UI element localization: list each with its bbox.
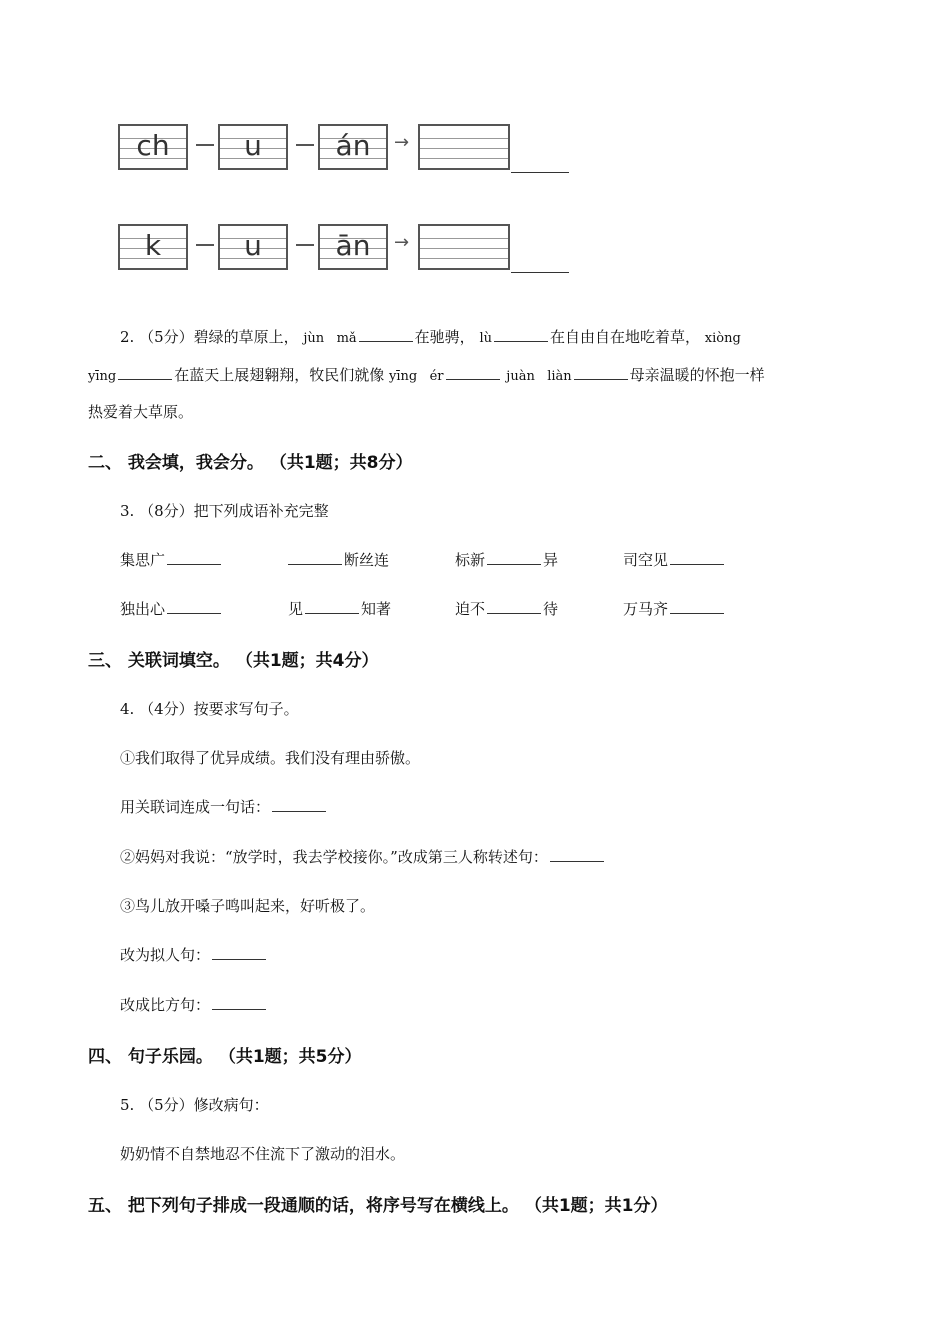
idiom-1: 集思广 [120,549,223,570]
answer-blank[interactable] [511,172,569,173]
answer-blank[interactable] [487,563,541,565]
q4-item-3: ③鸟儿放开嗓子鸣叫起来，好听极了。 [120,897,376,915]
answer-blank[interactable] [670,563,724,565]
section-heading-4: 四、 句子乐园。 （共1题；共5分） [88,1047,362,1067]
pinyin-box-final: ān [318,224,388,270]
answer-blank[interactable] [487,612,541,614]
pinyin-box-initial: ch [118,124,188,170]
pinyin-answer-box[interactable] [418,224,510,270]
q3-title: 3. （8分）把下列成语补充完整 [120,502,329,520]
answer-blank[interactable] [550,860,604,862]
pinyin-answer-box[interactable] [418,124,510,170]
dash [296,244,314,246]
answer-blank[interactable] [167,612,221,614]
q4-title: 4. （4分）按要求写句子。 [120,700,299,718]
q5-sentence: 奶奶情不自禁地忍不住流下了激动的泪水。 [120,1145,406,1163]
pinyin: lù [479,331,492,346]
pinyin-row-2 [118,224,578,274]
pinyin: jùn mǎ [303,331,357,346]
idiom-2: 断丝连 [286,549,389,570]
q4-item-1-req: 用关联词连成一句话： [120,796,328,817]
idiom-6: 见 知著 [288,600,392,618]
arrow-icon: → [394,132,410,153]
answer-blank[interactable] [212,1008,266,1010]
pinyin: juàn liàn [506,369,572,384]
idiom-5: 独出心 [120,598,223,619]
idiom-8: 万马齐 [623,598,726,619]
pinyin-box-medial: u [218,124,288,170]
q4-item-2: ②妈妈对我说：“放学时，我去学校接你。”改成第三人称转述句： [120,846,606,867]
section-heading-2: 二、 我会填，我会分。 （共1题；共8分） [88,453,413,473]
answer-blank[interactable] [494,340,548,342]
answer-blank[interactable] [359,340,413,342]
pinyin-box-medial: u [218,224,288,270]
q4-item-3-req-b: 改成比方句： [120,994,268,1015]
q2-line-3: 热爱着大草原。 [88,403,194,421]
answer-blank[interactable] [305,612,359,614]
q5-title: 5. （5分）修改病句： [120,1096,269,1114]
dash [196,144,214,146]
section-heading-5: 五、 把下列句子排成一段通顺的话，将序号写在横线上。 （共1题；共1分） [88,1196,668,1216]
answer-blank[interactable] [511,272,569,273]
pinyin: yīng [88,369,117,384]
q4-item-3-req-a: 改为拟人句： [120,944,268,965]
pinyin: xiòng [704,331,741,346]
idiom-7: 迫不 待 [455,600,559,618]
answer-blank[interactable] [446,378,500,380]
q4-item-1: ①我们取得了优异成绩。我们没有理由骄傲。 [120,749,421,767]
answer-blank[interactable] [118,378,172,380]
answer-blank[interactable] [670,612,724,614]
answer-blank[interactable] [212,958,266,960]
answer-blank[interactable] [574,378,628,380]
pinyin: yīng ér [389,369,444,384]
section-heading-3: 三、 关联词填空。 （共1题；共4分） [88,651,379,671]
pinyin-row-1 [118,124,578,174]
pinyin-box-final: án [318,124,388,170]
arrow-icon: → [394,232,410,253]
idiom-4: 司空见 [623,549,726,570]
dash [196,244,214,246]
answer-blank[interactable] [288,563,342,565]
answer-blank[interactable] [272,810,326,812]
answer-blank[interactable] [167,563,221,565]
dash [296,144,314,146]
q2-line-2: yīng 在蓝天上展翅翱翔，牧民们就像 yīng ér juàn liàn 母亲温暖的怀抱一样 [88,366,765,384]
idiom-3: 标新 异 [455,551,559,569]
pinyin-box-initial: k [118,224,188,270]
q2-line-1: 2. （5分）碧绿的草原上， jùn mǎ 在驰骋， lù 在自由自在地吃着草， xiòng [120,328,741,346]
